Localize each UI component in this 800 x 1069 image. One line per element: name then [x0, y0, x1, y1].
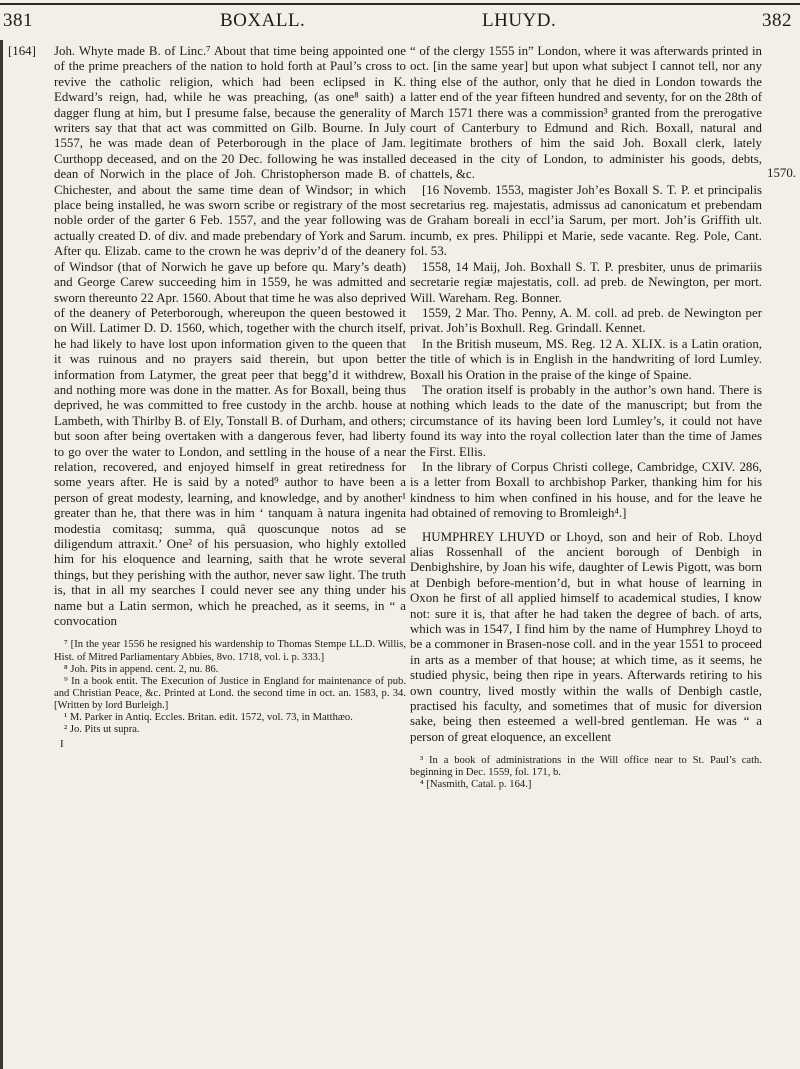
- margin-year: 1570.: [767, 166, 797, 180]
- body-paragraph: 1559, 2 Mar. Tho. Penny, A. M. coll. ad preb. de Newington per privat. Joh’is Boxhull. Reg. Grindall. Kennet.: [410, 305, 762, 336]
- running-title-right: LHUYD.: [482, 10, 557, 31]
- entry-paragraph: HUMPHREY LHUYD or Lhoyd, son and heir of Rob. Lhoyd alias Rossenhall of the ancient borough of Denbigh in Denbighshire, by Joan his wife, daughter of Lewis Pigott, was born at Denbigh before-mention’d, but in what house of learning in Oxon he first of all applied himself to academical studies, I know not: sure it is, that after he had taken the degree of bach. of arts, which was in 1547, I find him by the name of Humphrey Lhoyd to be a commoner in Brasen-nose coll. and in the year 1551 to proceed in arts as a member of that house; at which time, as it seems, he studied physic, being then ripe in years. Afterwards retiring to his own country, lived mostly within the walls of Denbigh castle, practised his faculty, and sometimes that of music for diversion sake, being then esteemed a well-bred gentleman. He was “ a person of great eloquence, an excellent: [410, 529, 762, 744]
- body-paragraph: 1558, 14 Maij, Joh. Boxhall S. T. P. presbiter, unus de primariis secretarie regiæ majestatis, coll. ad preb. de Newington, per mort. Will. Wareham. Reg. Bonner.: [410, 259, 762, 305]
- footnote: ² Jo. Pits ut supra.: [64, 724, 140, 736]
- margin-reference: [164]: [8, 44, 36, 58]
- signature-mark: I: [60, 738, 64, 751]
- page-number-right: 382: [762, 10, 792, 31]
- footnote: ¹ M. Parker in Antiq. Eccles. Britan. edit. 1572, vol. 73, in Matthæo.: [64, 712, 353, 723]
- footnote: ⁴ [Nasmith, Catal. p. 164.]: [420, 779, 532, 791]
- body-paragraph: Joh. Whyte made B. of Linc.⁷ About that time being appointed one of the prime preachers of the nation to hold forth at Paul’s cross to revive the catholic religion, which had been eclipsed in K. Edward’s reign, had, while he was preaching, (as one⁸ saith) a dagger flung at him, but I presume false, because the generality of writers say that that act was committed on Gilb. Bourne. In July 1557, he was made dean of Peterborough in the place of Jam. Curthopp deceased, and on the 20 Dec. following he was installed dean of Norwich in the place of Joh. Christopherson made B. of Chichester, and about the same time dean of Windsor; in which place being installed, he was sworn scribe or registrary of the most noble order of the garter 6 Feb. 1557, and the year following was actually created D. of div. and made prebendary of York and Sarum. After qu. Elizab. came to the crown he was depriv’d of the deanery of Windsor (that of Norwich he gave up before qu. Mary’s death) and George Carew succeeding him in 1559, he was admitted and sworn thereunto 22 Apr. 1560. About that time he was also deprived of the deanery of Peterborough, whereupon the queen bestowed it on Will. Latimer D. D. 1560, which, together with the church itself, he had likely to have lost upon information given to the queen that it was ruinous and no prayers said therein, but upon better information from Latymer, the great peer that begg’d it withdrew, and nothing more was done in the matter. As for Boxall, being thus deprived, he was committed to free custody in the archb. house at Lambeth, with Thirlby B. of Ely, Tonstall B. of Durham, and others; but soon after being overtaken with a dangerous fever, had liberty to go over the water to London, and settling in the house of a near relation, recovered, and enjoyed himself in great retiredness for some years after. He is said by a noted⁹ author to have been a person of great modesty, learning, and knowledge, and by another¹ greater than he, that there was in him ‘ tanquam à natura ingenita modestia comitasq; summa, quâ quoscunque notos ad se diligendum attraxit.’ One² of his persuasion, who highly extolled him for his eloquence and learning, saith that he wrote several things, but they perishing with the author, never saw light. The truth is, that in all my searches I could never see any thing under his name but a Latin sermon, which he preached, as it seems, in “ a convocation: [54, 44, 406, 629]
- body-paragraph: In the British museum, MS. Reg. 12 A. XLIX. is a Latin oration, the title of which is in English in the handwriting of lord Lumley. Boxall his Oration in the praise of the kinge of Spaine.: [410, 336, 762, 382]
- left-column: [54, 44, 406, 750]
- binding-shadow: [0, 40, 3, 1069]
- running-title-left: BOXALL.: [220, 10, 306, 31]
- footnote: ³ In a book of administrations in the Will office near to St. Paul’s cath. beginning in Dec. 1559, fol. 171, b.: [410, 755, 762, 779]
- body-paragraph: [16 Novemb. 1553, magister Joh’es Boxall S. T. P. et principalis secretarius reg. majestatis, admissus ad canonicatum et prebendam de Graham boreali in eccl’ia Sarum, per mort. Joh’is Griffith ult. incumb, ex pres. Philippi et Marie, sede vacante. Reg. Pole, Cant. fol. 53.: [410, 182, 762, 259]
- body-paragraph: In the library of Corpus Christi college, Cambridge, CXIV. 286, is a letter from Boxall to archbishop Parker, thanking him for his kindness to him when confined in his house, and for the leave he had obtained of removing to Bromleigh⁴.]: [410, 459, 762, 521]
- footnote: ⁷ [In the year 1556 he resigned his wardenship to Thomas Stempe LL.D. Willis, Hist. of Mitred Parliamentary Abbies, 8vo. 1718, vol. i. p. 333.]: [54, 639, 406, 663]
- running-head: [0, 10, 800, 38]
- body-paragraph: The oration itself is probably in the author’s own hand. There is nothing which leads to the date of the manuscript; but from the circumstance of its having been lord Lumley’s, it could not have found its way into the royal collection later than the time of James the First. Ellis.: [410, 382, 762, 459]
- footnotes: [54, 639, 406, 750]
- footnote: ⁹ In a book entit. The Execution of Justice in England for maintenance of pub. and Christian Peace, &c. Printed at Lond. the second time in oct. an. 1583, p. 34. [Written by lord Burleigh.]: [54, 675, 406, 711]
- body-paragraph: “ of the clergy 1555 in” London, where it was afterwards printed in oct. [in the same year] but upon what subject I cannot tell, nor any thing else of the author, only that he died in London towards the latter end of the year fifteen hundred and seventy, for on the 28th of March 1571 there was a commission³ granted from the prerogative court of Canterbury to Edmund and Rich. Boxall, natural and legitimate brothers of him the said Joh. Boxall clerk, lately deceased in the city of London, to administer his goods, debts, chattels, &c.: [410, 44, 762, 182]
- header-rule: [0, 3, 800, 5]
- footnote: ⁸ Joh. Pits in append. cent. 2, nu. 86.: [64, 663, 219, 675]
- right-column: [410, 44, 762, 792]
- page-number-left: 381: [3, 10, 33, 31]
- footnotes: [410, 755, 762, 791]
